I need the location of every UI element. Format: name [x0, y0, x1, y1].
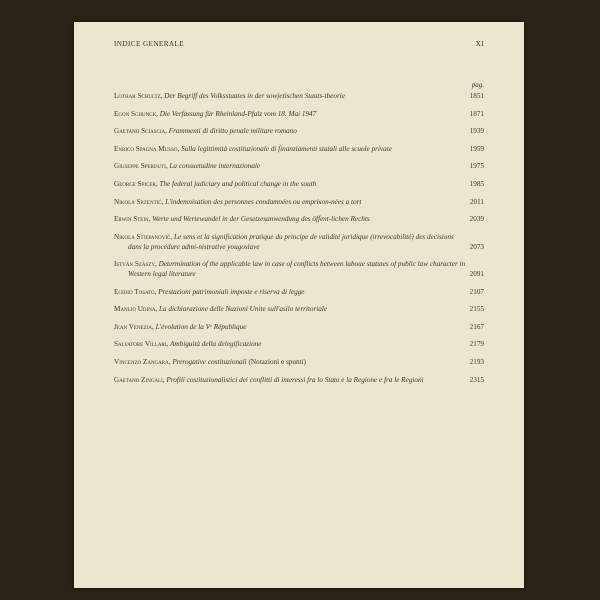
toc-entry [114, 340, 484, 350]
entry-author: Salvatore Villari, [114, 340, 169, 349]
pag-label: pag. [471, 81, 484, 89]
toc-entry [114, 92, 484, 102]
entry-title: Sulla legittimità costituzionale di finanziamenti statali alle scuole private [181, 144, 392, 153]
entry-page-number: 2179 [469, 340, 484, 349]
entry-author: Lothar Schultz, [114, 92, 163, 100]
entry-page-number: 1959 [469, 144, 484, 153]
table-of-contents [114, 92, 484, 393]
entry-author: Gaetano Zingali, [114, 375, 165, 384]
roman-page-number: XI [475, 40, 484, 48]
toc-entry-text [114, 376, 468, 386]
toc-entry-text [114, 127, 468, 137]
running-header [114, 40, 484, 52]
entry-title: L'évolution de la Vᵉ République [155, 322, 247, 331]
entry-author: Erwin Stein, [114, 215, 151, 224]
toc-entry-text [114, 92, 468, 102]
toc-entry-text [114, 305, 468, 315]
entry-author: George Spicer, [114, 179, 158, 188]
toc-entry [114, 215, 484, 225]
entry-title: Der Begriff des Volksstaates in der sowjetischen Staats-theorie [164, 92, 345, 100]
book-page [74, 22, 524, 588]
entry-title: Prestazioni patrimoniali imposte e riserva di legge [158, 287, 305, 296]
toc-entry-text [114, 233, 468, 253]
toc-entry-text [114, 288, 468, 298]
toc-entry [114, 323, 484, 333]
entry-title: Werte und Wertewandel in der Gesetzesanwendung des öffent-lichen Rechts [152, 215, 370, 224]
entry-title: The federal judiciary and political change in the south [159, 179, 317, 188]
toc-entry-text [114, 215, 468, 225]
toc-entry [114, 233, 484, 253]
entry-page-number: 2155 [469, 305, 484, 314]
entry-page-number: 2193 [469, 357, 484, 366]
entry-title: Le sens et la signification pratique du principe de validité juridique (irrevocabilité) des decisions dans la procédure admi-nistrative yougoslave [128, 232, 454, 251]
toc-entry-text [114, 145, 468, 155]
entry-author: Nikola Srzentić, [114, 197, 164, 206]
entry-author: Jean Venezia, [114, 322, 154, 331]
entry-page-number: 1975 [469, 162, 484, 171]
entry-page-number: 1985 [469, 179, 484, 188]
entry-author: Enrico Spagna Musso, [114, 144, 180, 153]
toc-entry [114, 162, 484, 172]
toc-entry [114, 110, 484, 120]
entry-title: Determination of the applicable law in case of conflicts between laboue statutes of public law character in Western legal literature [128, 260, 466, 278]
entry-author: Gaetano Sciascia, [114, 127, 167, 136]
entry-author: Manlio Udina, [114, 305, 158, 314]
toc-entry [114, 288, 484, 298]
entry-page-number: 2167 [469, 322, 484, 331]
entry-page-number: 1851 [469, 92, 484, 100]
toc-entry [114, 198, 484, 208]
toc-entry-text [114, 180, 468, 190]
entry-author: Egidio Tosato, [114, 287, 157, 296]
toc-entry-text [114, 198, 468, 208]
toc-entry-text [114, 162, 468, 172]
toc-entry [114, 145, 484, 155]
section-title: INDICE GENERALE [114, 40, 185, 48]
entry-page-number: 1939 [469, 127, 484, 136]
entry-title: La consuetudine internazionale [169, 162, 261, 171]
entry-title: L'indemnisation des personnes condamnées ou emprison-nées a tort [165, 197, 362, 206]
toc-entry [114, 305, 484, 315]
entry-author: Vincenzo Zangara, [114, 357, 171, 366]
entry-page-number: 2091 [469, 269, 484, 278]
entry-page-number: 2073 [469, 242, 484, 251]
toc-entry [114, 127, 484, 137]
entry-page-number: 2011 [469, 197, 484, 206]
entry-title: Frammenti di diritto penale militare romano [168, 127, 297, 136]
entry-page-number: 2107 [469, 287, 484, 296]
toc-entry [114, 376, 484, 386]
toc-entry [114, 358, 484, 368]
toc-entry-text [114, 260, 468, 280]
entry-author: Giuseppe Sperduti, [114, 162, 168, 171]
entry-page-number: 2039 [469, 215, 484, 224]
entry-page-number: 1871 [469, 109, 484, 118]
entry-author: Egon Schunck, [114, 109, 158, 118]
toc-entry-text [114, 358, 468, 368]
toc-entry-text [114, 323, 468, 333]
entry-author: Nikola Stjepanović, [114, 232, 173, 241]
entry-title: La dichiarazione delle Nazioni Unite sull'asilo territoriale [159, 305, 328, 314]
toc-entry [114, 180, 484, 190]
entry-author: István Szászy, [114, 260, 157, 269]
entry-title: Profili costituzionalistici dei conflitti di interessi fra lo Stato e la Regione e fra le Regioni [166, 375, 424, 384]
entry-title: Die Verfassung für Rheinland-Pfalz vom 18. Mai 1947 [159, 109, 317, 118]
toc-entry-text [114, 340, 468, 350]
entry-title: Prerogative costituzionali [172, 357, 247, 366]
entry-page-number: 2315 [469, 375, 484, 384]
entry-suffix: (Notazioni e spunti) [248, 357, 306, 366]
toc-entry [114, 260, 484, 280]
entry-title: Ambiguità della delegificazione [170, 340, 262, 349]
toc-entry-text [114, 110, 468, 120]
